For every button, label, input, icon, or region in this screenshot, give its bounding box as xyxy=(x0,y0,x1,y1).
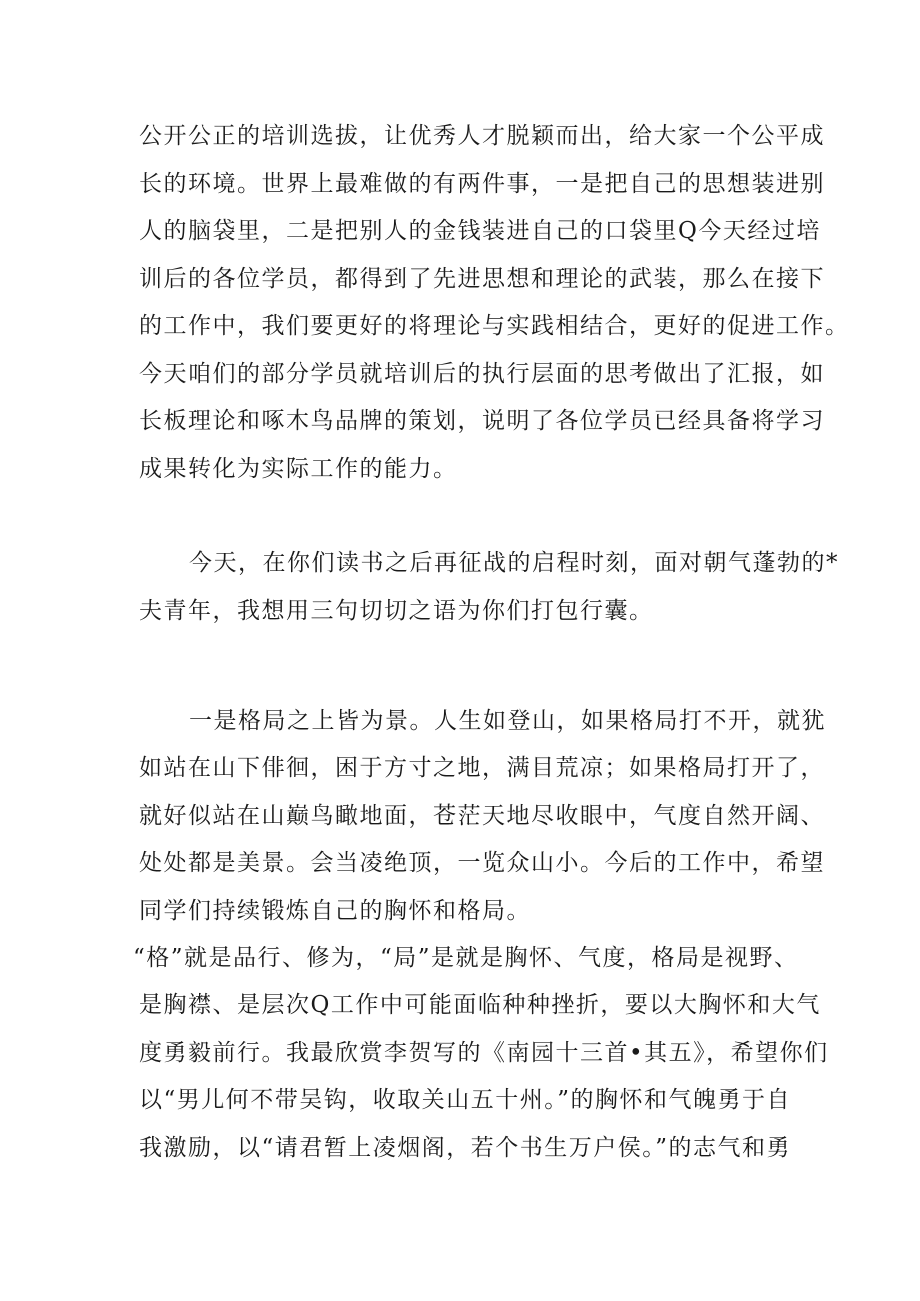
text-line: 夫青年，我想用三句切切之语为你们打包行囊。 xyxy=(139,598,654,624)
text-line: 是胸襟、是层次Q工作中可能面临种种挫折，要以大胸怀和大气 xyxy=(139,992,821,1018)
text-line: 我激励，以“请君暂上凌烟阁，若个书生万户侯。”的志气和勇 xyxy=(139,1135,792,1161)
text-line: 人的脑袋里，二是把别人的金钱装进自己的口袋里Q今天经过培 xyxy=(139,218,821,244)
text-line: 以“男儿何不带吴钩，收取关山五十州。”的胸怀和气魄勇于自 xyxy=(139,1087,792,1113)
text-line: 如站在山下俳徊，困于方寸之地，满目荒凉；如果格局打开了， xyxy=(139,755,825,781)
text-line: 度勇毅前行。我最欣赏李贺写的《南园十三首•其五》，希望你们 xyxy=(139,1040,829,1066)
text-line: 就好似站在山巅鸟瞰地面，苍茫天地尽收眼中，气度自然开阔、 xyxy=(139,803,825,829)
text-line: 今天咱们的部分学员就培训后的执行层面的思考做出了汇报，如 xyxy=(139,361,825,387)
text-line: 成果转化为实际工作的能力。 xyxy=(139,456,458,482)
text-line: 同学们持续锻炼自己的胸怀和格局。 xyxy=(139,898,531,924)
text-line: 长板理论和啄木鸟品牌的策划，说明了各位学员已经具备将学习 xyxy=(139,408,825,434)
text-line: 的工作中，我们要更好的将理论与实践相结合，更好的促进工作。 xyxy=(139,313,850,339)
text-line: 长的环境。世界上最难做的有两件事，一是把自己的思想装进别 xyxy=(139,171,825,197)
text-line: 一是格局之上皆为景。人生如登山，如果格局打不开，就犹 xyxy=(189,708,826,734)
text-line: 训后的各位学员，都得到了先进思想和理论的武装，那么在接下 xyxy=(139,266,825,292)
text-line: 处处都是美景。会当凌绝顶，一览众山小。今后的工作中，希望 xyxy=(139,850,825,876)
text-line: 公开公正的培训选拔，让优秀人才脱颖而出，给大家一个公平成 xyxy=(139,123,825,149)
text-line: “格”就是品行、修为，“局”是就是胸怀、气度，格局是视野、 xyxy=(133,945,799,971)
text-line: 今天，在你们读书之后再征战的启程时刻，面对朝气蓬勃的* xyxy=(189,550,839,576)
